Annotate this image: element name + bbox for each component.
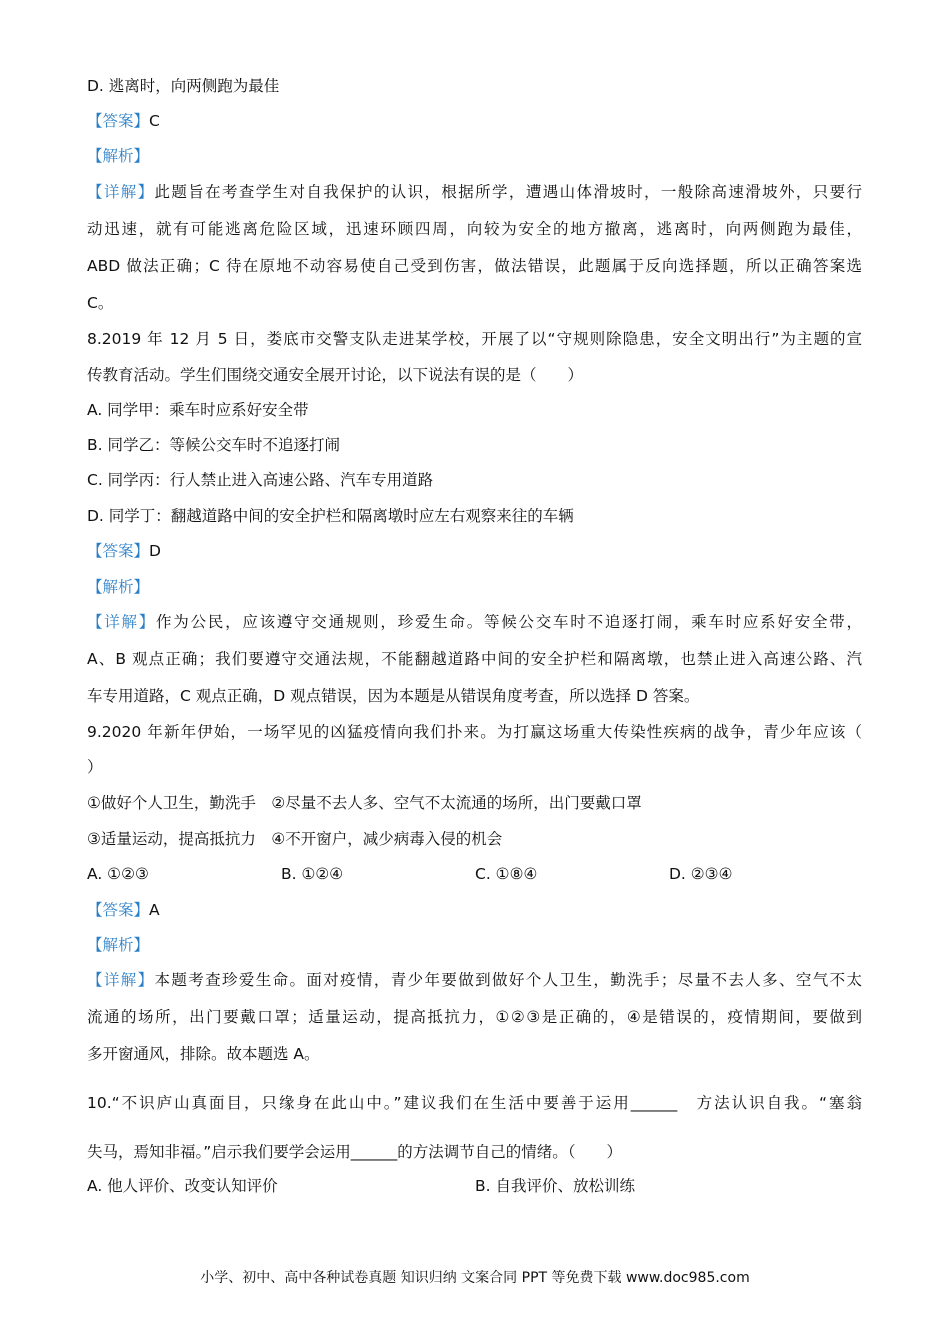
answer-tag: 【答案】 [87,542,150,560]
q9-analysis-tag: 【解析】 [87,936,150,954]
q9-detail-line-1 [87,969,862,991]
q8-answer [87,540,862,562]
q8-option-d: D. 同学丁：翻越道路中间的安全护栏和隔离墩时应左右观察来往的车辆 [87,507,574,525]
q9-stem-line-1: 9.2020 年新年伊始，一场罕见的凶猛疫情向我们扑来。为打赢这场重大传染性疾病的战争，青少年应该（ [87,723,862,741]
q8-detail-line-2: A、B 观点正确；我们要遵守交通法规，不能翻越道路中间的安全护栏和隔离墩，也禁止进入高速公路、汽 [87,650,862,668]
page-footer: 小学、初中、高中各种试卷真题 知识归纳 文案合同 PPT 等免费下载 www.doc985.com [200,1270,750,1286]
answer-tag: 【答案】 [87,112,150,130]
detail-tag: 【详解】 [87,971,155,989]
q7-detail-line-4: C。 [87,294,114,312]
q10-stem-line-1: 10.“不识庐山真面目，只缘身在此山中。”建议我们在生活中要善于运用______ 方法认识自我。“塞翁 [87,1094,862,1112]
q9-detail-line-3: 多开窗通风，排除。故本题选 A。 [87,1045,320,1063]
q7-analysis-tag: 【解析】 [87,147,150,165]
q9-option-d: D. ②③④ [669,865,733,883]
q9-stem-line-2: ） [87,758,103,776]
q8-detail-line-1 [87,611,862,633]
q10-option-a: A. 他人评价、改变认知评价 [87,1177,278,1195]
answer-value: C [149,112,160,130]
q9-option-a: A. ①②③ [87,865,149,883]
q7-detail-line-1 [87,181,862,203]
answer-value: D [149,542,161,560]
q10-stem-line-2: 失马，焉知非福。”启示我们要学会运用______的方法调节自己的情绪。（ ） [87,1143,623,1161]
q8-option-c: C. 同学丙：行人禁止进入高速公路、汽车专用道路 [87,471,434,489]
q9-answer [87,899,862,921]
detail-tag: 【详解】 [87,613,157,631]
detail-text: 此题旨在考查学生对自我保护的认识，根据所学，遭遇山体滑坡时，一般除高速滑坡外，只要行 [154,183,862,201]
q8-option-b: B. 同学乙：等候公交车时不追逐打闹 [87,436,340,454]
q9-item-line-2: ③适量运动，提高抵抗力 ④不开窗户，减少病毒入侵的机会 [87,830,503,848]
q8-stem-line-1: 8.2019 年 12 月 5 日，娄底市交警支队走进某学校，开展了以“守规则除隐患，安全文明出行”为主题的宣 [87,330,862,348]
q8-option-a: A. 同学甲：乘车时应系好安全带 [87,401,309,419]
q8-detail-line-3: 车专用道路，C 观点正确，D 观点错误，因为本题是从错误角度考查，所以选择 D 答案。 [87,687,700,705]
detail-text: 本题考查珍爱生命。面对疫情，青少年要做到做好个人卫生，勤洗手；尽量不去人多、空气不太 [154,971,862,989]
q9-item-line-1: ①做好个人卫生，勤洗手 ②尽量不去人多、空气不太流通的场所，出门要戴口罩 [87,794,642,812]
q7-detail-line-3: ABD 做法正确；C 待在原地不动容易使自己受到伤害，做法错误，此题属于反向选择题，所以正确答案选 [87,257,862,275]
detail-text: 作为公民，应该遵守交通规则，珍爱生命。等候公交车时不追逐打闹，乘车时应系好安全带， [156,613,862,631]
answer-value: A [149,901,160,919]
q10-option-b: B. 自我评价、放松训练 [475,1177,635,1195]
q7-answer [87,110,862,132]
answer-tag: 【答案】 [87,901,150,919]
q7-option-d: D. 逃离时，向两侧跑为最佳 [87,77,280,95]
q7-detail-line-2: 动迅速，就有可能逃离危险区域，迅速环顾四周，向较为安全的地方撤离，逃离时，向两侧跑为最佳， [87,220,862,238]
q8-stem-line-2: 传教育活动。学生们围绕交通安全展开讨论，以下说法有误的是（ ） [87,366,584,384]
q9-option-b: B. ①②④ [281,865,344,883]
q8-analysis-tag: 【解析】 [87,578,150,596]
q9-detail-line-2: 流通的场所，出门要戴口罩；适量运动，提高抵抗力，①②③是正确的，④是错误的，疫情期间，要做到 [87,1008,862,1026]
q9-option-c: C. ①⑧④ [475,865,538,883]
detail-tag: 【详解】 [87,183,155,201]
